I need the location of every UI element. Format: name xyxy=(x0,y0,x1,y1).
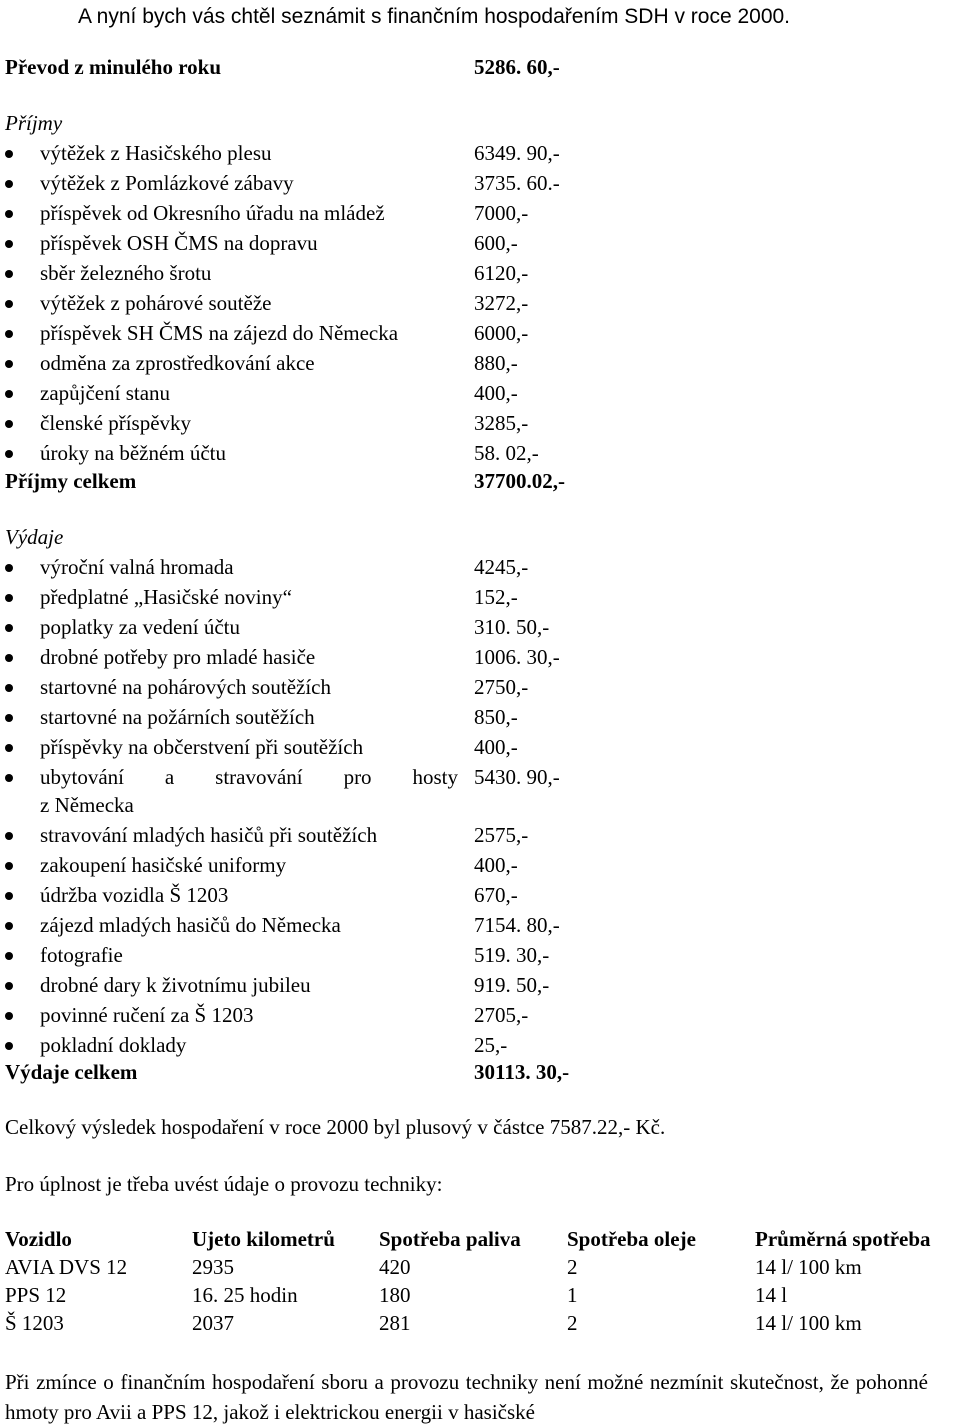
list-item xyxy=(0,763,600,821)
expense-amount: 850,- xyxy=(474,705,518,729)
expense-amount: 25,- xyxy=(474,1033,508,1057)
table-row xyxy=(5,1311,960,1339)
bullet-icon xyxy=(5,892,13,900)
income-heading: Příjmy xyxy=(5,111,63,135)
expense-label: drobné potřeby pro mladé hasiče xyxy=(40,645,316,669)
bullet-icon xyxy=(5,1012,13,1020)
list-item xyxy=(0,553,600,583)
expense-amount: 400,- xyxy=(474,853,518,877)
table-cell: 14 l/ 100 km xyxy=(755,1255,862,1279)
expense-amount: 919. 50,- xyxy=(474,973,550,997)
bullet-icon xyxy=(5,654,13,662)
expense-label: povinné ručení za Š 1203 xyxy=(40,1003,254,1027)
income-label: výtěžek z pohárové soutěže xyxy=(40,291,272,315)
list-item xyxy=(0,229,600,259)
expense-amount: 2575,- xyxy=(474,823,529,847)
table-cell: 281 xyxy=(379,1311,411,1335)
expense-amount: 519. 30,- xyxy=(474,943,550,967)
income-label: zapůjčení stanu xyxy=(40,381,171,405)
column-header: Průměrná spotřeba xyxy=(755,1227,931,1251)
expenses-total-label: Výdaje celkem xyxy=(5,1060,138,1084)
income-amount: 6120,- xyxy=(474,261,529,285)
column-header: Ujeto kilometrů xyxy=(192,1227,335,1251)
column-header: Vozidlo xyxy=(5,1227,72,1251)
expense-label: startovné na požárních soutěžích xyxy=(40,705,315,729)
income-amount: 880,- xyxy=(474,351,518,375)
list-item xyxy=(0,169,600,199)
expenses-total-amount: 30113. 30,- xyxy=(474,1060,570,1084)
bullet-icon xyxy=(5,180,13,188)
bullet-icon xyxy=(5,240,13,248)
table-cell: 180 xyxy=(379,1283,411,1307)
list-item xyxy=(0,911,600,941)
list-item xyxy=(0,319,600,349)
income-label: výtěžek z Hasičského plesu xyxy=(40,141,272,165)
income-amount: 3735. 60.- xyxy=(474,171,560,195)
table-header-row xyxy=(5,1227,960,1255)
expense-label: pokladní doklady xyxy=(40,1033,187,1057)
income-amount: 7000,- xyxy=(474,201,529,225)
list-item xyxy=(0,409,600,439)
list-item xyxy=(0,851,600,881)
table-row xyxy=(5,1255,960,1283)
income-amount: 3272,- xyxy=(474,291,529,315)
table-cell: AVIA DVS 12 xyxy=(5,1255,128,1279)
expense-amount: 5430. 90,- xyxy=(474,765,560,789)
income-amount: 58. 02,- xyxy=(474,441,539,465)
income-label: příspěvek od Okresního úřadu na mládež xyxy=(40,201,385,225)
intro-text: A nyní bych vás chtěl seznámit s finančním hospodařením SDH v roce 2000. xyxy=(78,5,791,28)
expense-amount: 2750,- xyxy=(474,675,529,699)
income-amount: 6349. 90,- xyxy=(474,141,560,165)
transfer-label: Převod z minulého roku xyxy=(5,55,222,79)
list-item xyxy=(0,673,600,703)
expense-amount: 2705,- xyxy=(474,1003,529,1027)
bullet-icon xyxy=(5,684,13,692)
expense-amount: 4245,- xyxy=(474,555,529,579)
expense-amount: 152,- xyxy=(474,585,518,609)
column-header: Spotřeba paliva xyxy=(379,1227,521,1251)
expense-label: drobné dary k životnímu jubileu xyxy=(40,973,311,997)
bullet-icon xyxy=(5,624,13,632)
list-item xyxy=(0,379,600,409)
expense-label: fotografie xyxy=(40,943,123,967)
table-cell: 14 l xyxy=(755,1283,788,1307)
income-label: výtěžek z Pomlázkové zábavy xyxy=(40,171,294,195)
expense-label: předplatné „Hasičské noviny“ xyxy=(40,585,292,609)
expense-amount: 7154. 80,- xyxy=(474,913,560,937)
expense-label: poplatky za vedení účtu xyxy=(40,615,241,639)
tech-intro: Pro úplnost je třeba uvést údaje o provozu techniky: xyxy=(5,1172,443,1196)
income-label: sběr železného šrotu xyxy=(40,261,212,285)
list-item xyxy=(0,1001,600,1031)
expense-label-continuation: z Německa xyxy=(40,793,134,817)
expense-label: zakoupení hasičské uniformy xyxy=(40,853,287,877)
list-item xyxy=(0,139,600,169)
bullet-icon xyxy=(5,774,13,782)
table-cell: 2935 xyxy=(192,1255,234,1279)
income-label: členské příspěvky xyxy=(40,411,192,435)
transfer-amount: 5286. 60,- xyxy=(474,55,560,79)
income-total-label: Příjmy celkem xyxy=(5,469,137,493)
table-cell: 2 xyxy=(567,1311,578,1335)
list-item xyxy=(0,971,600,1001)
income-amount: 6000,- xyxy=(474,321,529,345)
list-item xyxy=(0,643,600,673)
income-label: odměna za zprostředkování akce xyxy=(40,351,315,375)
bullet-icon xyxy=(5,150,13,158)
list-item xyxy=(0,703,600,733)
expense-amount: 400,- xyxy=(474,735,518,759)
list-item xyxy=(0,613,600,643)
list-item xyxy=(0,733,600,763)
closing-paragraph: Při zmínce o finančním hospodaření sboru a provozu techniky není možné nezmínit skutečnost, že pohonné hmoty pro Avii a PPS 12, jakož i elektrickou energii v hasičské xyxy=(5,1370,928,1424)
bullet-icon xyxy=(5,210,13,218)
list-item xyxy=(0,199,600,229)
income-total-amount: 37700.02,- xyxy=(474,469,565,493)
table-cell: Š 1203 xyxy=(5,1311,64,1335)
table-cell: 16. 25 hodin xyxy=(192,1283,298,1307)
list-item xyxy=(0,583,600,613)
income-label: příspěvek OSH ČMS na dopravu xyxy=(40,231,318,255)
bullet-icon xyxy=(5,594,13,602)
expense-label: startovné na pohárových soutěžích xyxy=(40,675,331,699)
income-label: úroky na běžném účtu xyxy=(40,441,227,465)
bullet-icon xyxy=(5,360,13,368)
list-item xyxy=(0,349,600,379)
table-cell: PPS 12 xyxy=(5,1283,67,1307)
income-amount: 400,- xyxy=(474,381,518,405)
expense-label: stravování mladých hasičů při soutěžích xyxy=(40,823,378,847)
expense-amount: 670,- xyxy=(474,883,518,907)
list-item xyxy=(0,1031,600,1061)
bullet-icon xyxy=(5,714,13,722)
income-amount: 600,- xyxy=(474,231,518,255)
expense-label: ubytování a stravování pro hosty xyxy=(40,765,458,789)
bullet-icon xyxy=(5,862,13,870)
expense-label: výroční valná hromada xyxy=(40,555,234,579)
bullet-icon xyxy=(5,330,13,338)
bullet-icon xyxy=(5,982,13,990)
bullet-icon xyxy=(5,952,13,960)
column-header: Spotřeba oleje xyxy=(567,1227,696,1251)
bullet-icon xyxy=(5,390,13,398)
table-cell: 2037 xyxy=(192,1311,234,1335)
bullet-icon xyxy=(5,450,13,458)
table-row xyxy=(5,1283,960,1311)
list-item xyxy=(0,439,600,469)
expense-label: údržba vozidla Š 1203 xyxy=(40,883,229,907)
table-cell: 2 xyxy=(567,1255,578,1279)
list-item xyxy=(0,881,600,911)
bullet-icon xyxy=(5,832,13,840)
income-amount: 3285,- xyxy=(474,411,529,435)
bullet-icon xyxy=(5,420,13,428)
bullet-icon xyxy=(5,300,13,308)
table-cell: 14 l/ 100 km xyxy=(755,1311,862,1335)
list-item xyxy=(0,821,600,851)
bullet-icon xyxy=(5,1042,13,1050)
bullet-icon xyxy=(5,744,13,752)
bullet-icon xyxy=(5,270,13,278)
expense-amount: 310. 50,- xyxy=(474,615,550,639)
expense-label: zájezd mladých hasičů do Německa xyxy=(40,913,341,937)
expenses-heading: Výdaje xyxy=(5,525,64,549)
table-cell: 1 xyxy=(567,1283,578,1307)
list-item xyxy=(0,259,600,289)
bullet-icon xyxy=(5,922,13,930)
income-label: příspěvek SH ČMS na zájezd do Německa xyxy=(40,321,399,345)
bullet-icon xyxy=(5,564,13,572)
list-item xyxy=(0,289,600,319)
tech-table xyxy=(5,1227,960,1339)
expense-label: příspěvky na občerstvení při soutěžích xyxy=(40,735,364,759)
table-cell: 420 xyxy=(379,1255,411,1279)
expense-amount: 1006. 30,- xyxy=(474,645,560,669)
list-item xyxy=(0,941,600,971)
result-text: Celkový výsledek hospodaření v roce 2000 byl plusový v částce 7587.22,- Kč. xyxy=(5,1115,666,1139)
